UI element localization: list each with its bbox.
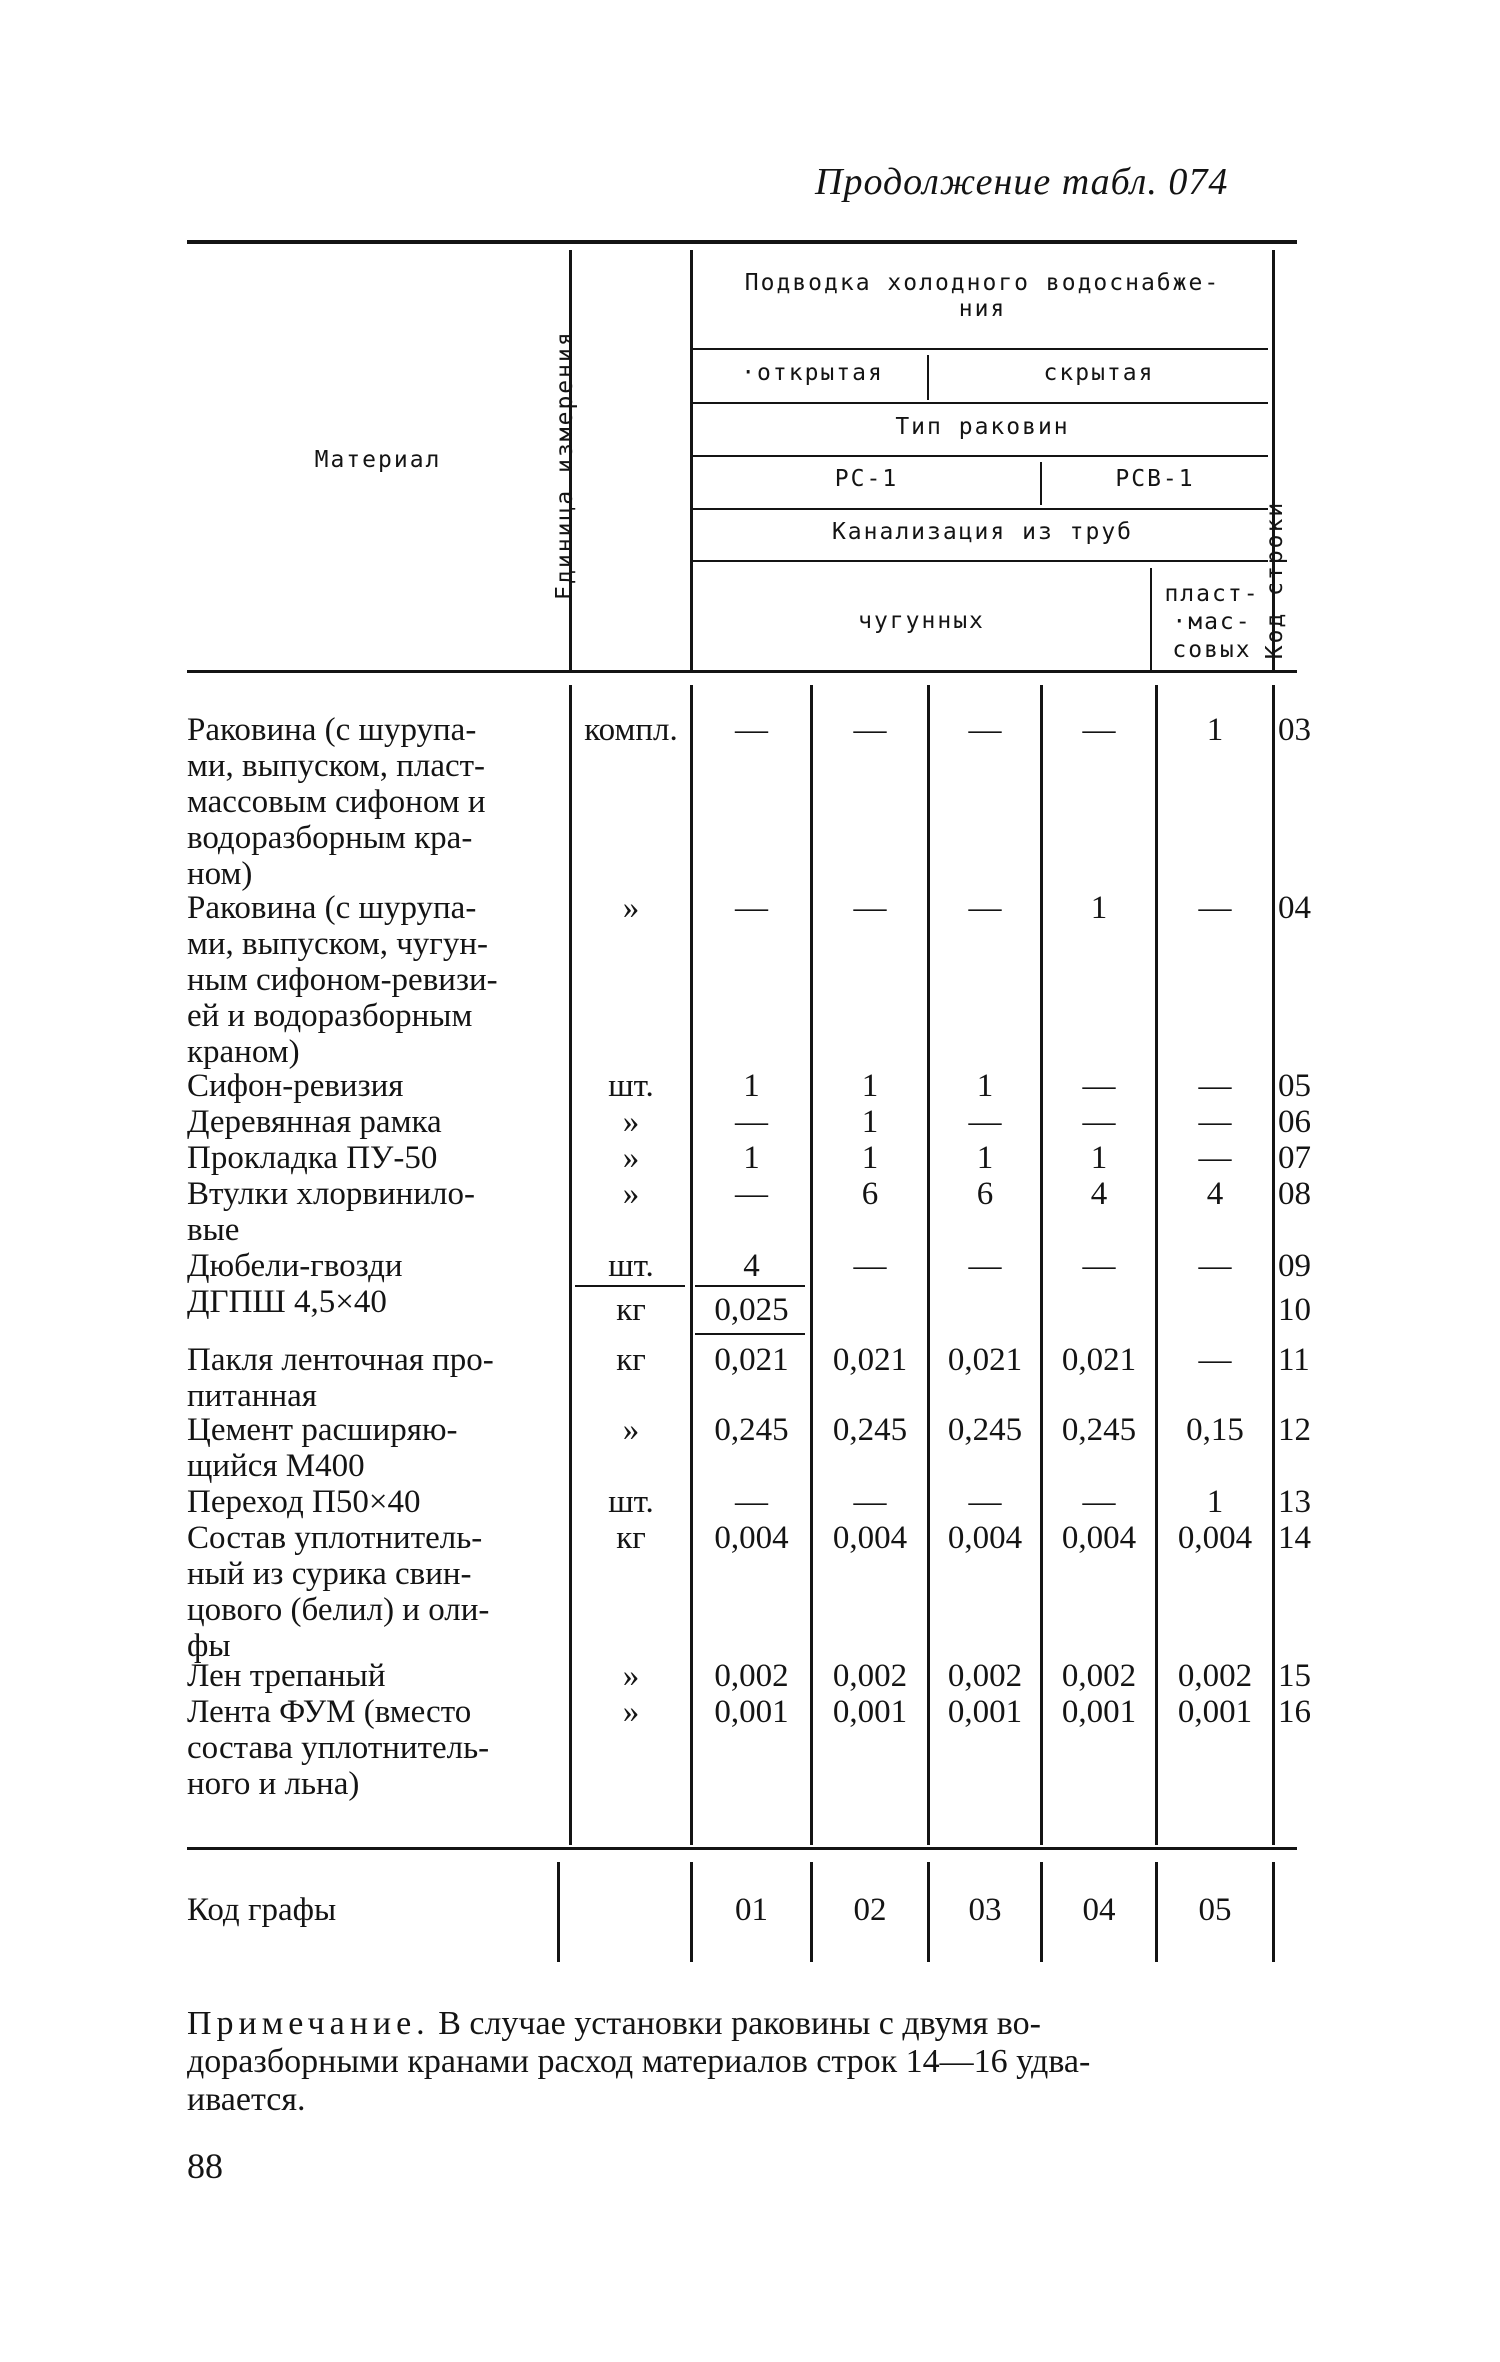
- row-material: Лента ФУМ (вместо состава уплотнитель- ного и льна): [187, 1694, 490, 1802]
- row-unit: кг: [616, 1520, 646, 1556]
- row-value-01: 0,021: [714, 1342, 789, 1378]
- row-unit: »: [622, 890, 640, 926]
- header-rsv1: РСВ-1: [1115, 466, 1195, 492]
- row-value-05: —: [1198, 1068, 1232, 1104]
- row-value-01: —: [735, 1176, 768, 1212]
- row-value-04: 0,004: [1061, 1520, 1137, 1556]
- row-value-04: 4: [1090, 1176, 1108, 1212]
- row-unit: »: [622, 1694, 640, 1730]
- row-unit: шт.: [608, 1068, 654, 1104]
- row-unit: »: [622, 1176, 640, 1212]
- row-value-02: 1: [861, 1140, 879, 1176]
- row-value-05: 1: [1206, 1484, 1224, 1520]
- row-value-05: —: [1198, 1140, 1232, 1176]
- row-value-01: —: [735, 712, 768, 748]
- row-value-01: 4: [743, 1248, 760, 1284]
- row-value-03: —: [968, 1104, 1002, 1140]
- row-value-04: 0,002: [1061, 1658, 1137, 1694]
- row-unit: компл.: [584, 712, 678, 748]
- row-value-04: 1: [1090, 890, 1108, 926]
- row-value-02: —: [853, 712, 887, 748]
- row-value-03: 0,021: [947, 1342, 1023, 1378]
- row-code: 07: [1278, 1140, 1311, 1176]
- row-value-04: 0,001: [1061, 1694, 1137, 1730]
- row-value-02: 1: [861, 1068, 879, 1104]
- row-value-04: —: [1082, 1104, 1116, 1140]
- row-value-05: 0,004: [1177, 1520, 1253, 1556]
- row-material: Цемент расширяю- щийся М400: [187, 1412, 458, 1484]
- row-value-02: 0,021: [832, 1342, 908, 1378]
- header-plastic: пласт- ·мас- совых: [1164, 581, 1260, 663]
- row-value-01: 0,025: [714, 1292, 789, 1328]
- row-value-04: —: [1082, 1484, 1116, 1520]
- row-value-05: 0,001: [1177, 1694, 1253, 1730]
- row-value-03: —: [968, 1248, 1002, 1284]
- row-code: 12: [1278, 1412, 1311, 1448]
- note-text: В случае установки раковины с двумя во- доразборными кранами расход материалов строк 14—16 удва- ивается.: [187, 2005, 1091, 2118]
- row-material: Состав уплотнитель- ный из сурика свин- цового (белил) и оли- фы: [187, 1520, 490, 1664]
- row-material: Раковина (с шурупа- ми, выпуском, пласт- массовым сифоном и водоразборным кра- ном): [187, 712, 486, 892]
- page-number: 88: [187, 2146, 223, 2186]
- row-material: Прокладка ПУ-50: [187, 1140, 438, 1176]
- row-value-02: —: [853, 1248, 887, 1284]
- table-note: [187, 2005, 1297, 2119]
- header-material: Материал: [314, 447, 442, 473]
- row-unit: »: [622, 1104, 640, 1140]
- row-value-02: 0,002: [832, 1658, 908, 1694]
- row-code: 06: [1278, 1104, 1311, 1140]
- row-value-02: 0,004: [832, 1520, 908, 1556]
- row-value-05: —: [1198, 1342, 1232, 1378]
- row-value-01: 0,245: [714, 1412, 789, 1448]
- row-material: Втулки хлорвинило- вые: [187, 1176, 475, 1248]
- column-code-label: Код графы: [187, 1892, 337, 1928]
- row-unit: шт.: [608, 1248, 654, 1284]
- row-code: 04: [1278, 890, 1311, 926]
- row-code: 03: [1278, 712, 1311, 748]
- header-row-code: Код строки: [1262, 500, 1288, 660]
- row-code: 13: [1278, 1484, 1311, 1520]
- row-value-05: 4: [1206, 1176, 1224, 1212]
- row-value-02: —: [853, 890, 887, 926]
- row-value-02: —: [853, 1484, 887, 1520]
- row-unit: шт.: [608, 1484, 654, 1520]
- row-value-03: 0,245: [947, 1412, 1023, 1448]
- row-value-01: —: [735, 1484, 768, 1520]
- header-sink-type: Тип раковин: [895, 414, 1070, 440]
- column-code: 01: [735, 1892, 768, 1928]
- row-value-03: 0,004: [947, 1520, 1023, 1556]
- row-value-01: —: [735, 1104, 768, 1140]
- row-value-05: 1: [1206, 712, 1224, 748]
- row-material: Деревянная рамка: [187, 1104, 442, 1140]
- row-value-02: 1: [861, 1104, 879, 1140]
- row-value-02: 0,001: [832, 1694, 908, 1730]
- row-value-01: 1: [743, 1140, 760, 1176]
- header-cold-water-supply: Подводка холодного водоснабже- ния: [744, 270, 1221, 322]
- row-value-03: —: [968, 890, 1002, 926]
- row-value-03: 0,001: [947, 1694, 1023, 1730]
- header-sewer: Канализация из труб: [831, 519, 1134, 545]
- row-value-05: 0,15: [1186, 1412, 1244, 1448]
- row-value-03: 1: [976, 1068, 994, 1104]
- row-value-04: —: [1082, 1248, 1116, 1284]
- row-value-01: —: [735, 890, 768, 926]
- column-code: 05: [1198, 1892, 1232, 1928]
- row-value-04: —: [1082, 712, 1116, 748]
- row-value-05: —: [1198, 1248, 1232, 1284]
- column-code: 04: [1082, 1892, 1116, 1928]
- row-value-05: —: [1198, 890, 1232, 926]
- row-code: 09: [1278, 1248, 1311, 1284]
- header-cast-iron: чугунных: [858, 608, 985, 634]
- row-material: Лен трепаный: [187, 1658, 386, 1694]
- row-value-01: 0,004: [714, 1520, 789, 1556]
- row-unit: кг: [616, 1292, 646, 1328]
- row-material: Пакля ленточная про- питанная: [187, 1342, 494, 1414]
- row-value-03: 0,002: [947, 1658, 1023, 1694]
- row-code: 11: [1278, 1342, 1310, 1378]
- row-value-04: 0,245: [1061, 1412, 1137, 1448]
- row-value-04: 1: [1090, 1140, 1108, 1176]
- row-value-03: 6: [976, 1176, 994, 1212]
- row-unit: кг: [616, 1342, 646, 1378]
- row-value-03: —: [968, 712, 1002, 748]
- row-material: Раковина (с шурупа- ми, выпуском, чугун- ным сифоном-ревизи- ей и водоразборным краном): [187, 890, 498, 1070]
- row-material: Переход П50×40: [187, 1484, 421, 1520]
- row-value-01: 0,001: [714, 1694, 789, 1730]
- row-code: 14: [1278, 1520, 1311, 1556]
- header-open: ·открытая: [741, 360, 884, 386]
- header-hidden: скрытая: [1043, 360, 1155, 386]
- row-value-04: 0,021: [1061, 1342, 1137, 1378]
- row-value-05: 0,002: [1177, 1658, 1253, 1694]
- row-value-04: —: [1082, 1068, 1116, 1104]
- row-value-03: —: [968, 1484, 1002, 1520]
- row-code: 10: [1278, 1292, 1311, 1328]
- row-value-02: 6: [861, 1176, 879, 1212]
- row-material: Сифон-ревизия: [187, 1068, 404, 1104]
- table-caption: Продолжение табл. 074: [815, 161, 1229, 203]
- column-code: 02: [853, 1892, 887, 1928]
- row-value-01: 1: [743, 1068, 760, 1104]
- row-material: Дюбели-гвозди: [187, 1248, 403, 1284]
- row-value-01: 0,002: [714, 1658, 789, 1694]
- row-value-03: 1: [976, 1140, 994, 1176]
- row-unit: »: [622, 1412, 640, 1448]
- row-code: 05: [1278, 1068, 1311, 1104]
- note-lead: Примечание.: [187, 2005, 430, 2042]
- row-code: 16: [1278, 1694, 1311, 1730]
- row-code: 08: [1278, 1176, 1311, 1212]
- header-rs1: РС-1: [834, 466, 899, 492]
- row-value-02: 0,245: [832, 1412, 908, 1448]
- row-code: 15: [1278, 1658, 1311, 1694]
- row-unit: »: [622, 1140, 640, 1176]
- row-unit: »: [622, 1658, 640, 1694]
- row-material: ДГПШ 4,5×40: [187, 1284, 387, 1320]
- column-code: 03: [968, 1892, 1002, 1928]
- row-value-05: —: [1198, 1104, 1232, 1140]
- header-unit: Единица измерения: [552, 330, 578, 600]
